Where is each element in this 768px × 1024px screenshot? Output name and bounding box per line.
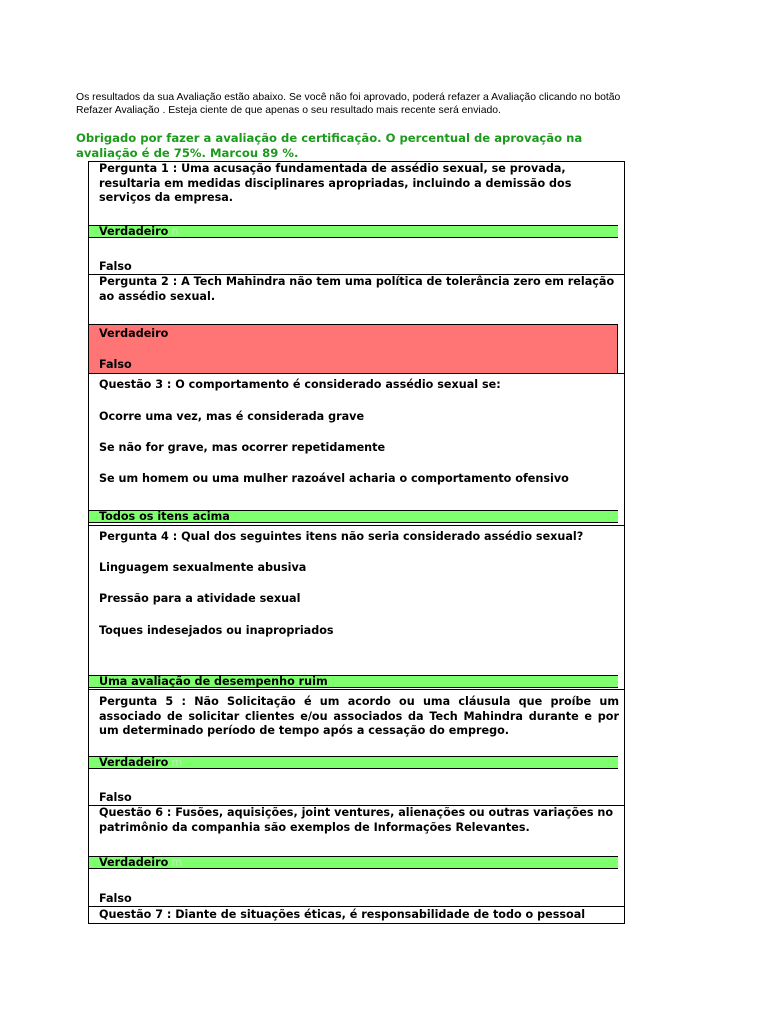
option-label: Verdadeiro m xyxy=(99,856,183,869)
question-1 xyxy=(88,161,625,275)
question-6 xyxy=(88,805,625,907)
question-4 xyxy=(88,525,625,690)
option-label: Verdadeiro m xyxy=(99,756,183,769)
intro-text: Os resultados da sua Avaliação estão abaixo. Se você não foi aprovado, poderá refazer a Avaliação clicando no botão Refazer Avaliação . Esteja ciente de que apenas o seu resultado mais recente será enviado. xyxy=(76,92,621,116)
option-label: Verdadeiro xyxy=(99,327,169,340)
option-label: Falso xyxy=(99,260,132,273)
option-label: Toques indesejados ou inapropriados xyxy=(99,624,334,637)
question-2 xyxy=(88,274,625,374)
answer-wrong xyxy=(89,324,618,374)
question-text: Pergunta 5 : Não Solicitação é um acordo ou uma cláusula que proíbe um associado de solicitar clientes e/ou associados da Tech Mahindra durante e por um determinado período de tempo após a cessação do emprego. xyxy=(99,695,619,737)
option-label: Se um homem ou uma mulher razoável acharia o comportamento ofensivo xyxy=(99,472,569,485)
option-label: Falso xyxy=(99,358,132,371)
option-label: Falso xyxy=(99,791,132,804)
question-text: Pergunta 2 : A Tech Mahindra não tem uma política de tolerância zero em relação ao assédio sexual. xyxy=(99,275,615,303)
question-5 xyxy=(88,689,625,806)
answer-correct xyxy=(89,675,618,688)
question-text: Questão 7 : Diante de situações éticas, é responsabilidade de todo o pessoal xyxy=(99,908,586,921)
answer-correct xyxy=(89,856,618,869)
option-label: Pressão para a atividade sexual xyxy=(99,592,301,605)
question-3 xyxy=(88,373,625,526)
option-label: Uma avaliação de desempenho ruim xyxy=(99,675,328,688)
answer-correct xyxy=(89,756,618,769)
question-text: Questão 3 : O comportamento é considerado assédio sexual se: xyxy=(99,378,501,391)
answer-correct xyxy=(89,225,618,238)
option-label: Ocorre uma vez, mas é considerada grave xyxy=(99,410,365,423)
question-text: Pergunta 1 : Uma acusação fundamentada de assédio sexual, se provada, resultaria em medidas disciplinares apropriadas, incluindo a demissão dos serviços da empresa. xyxy=(99,162,572,204)
answer-correct xyxy=(89,510,618,523)
option-label: Se não for grave, mas ocorrer repetidamente xyxy=(99,441,386,454)
question-text: Pergunta 4 : Qual dos seguintes itens não seria considerado assédio sexual? xyxy=(99,530,584,543)
question-7 xyxy=(88,906,625,924)
option-label: Verdadeiro n xyxy=(99,225,179,238)
option-label: Todos os itens acima xyxy=(99,510,230,523)
pass-message: Obrigado por fazer a avaliação de certificação. O percentual de aprovação na avaliação é de 75%. Marcou 89 %. xyxy=(76,131,583,160)
option-label: Falso xyxy=(99,892,132,905)
option-label: Linguagem sexualmente abusiva xyxy=(99,561,307,574)
question-text: Questão 6 : Fusões, aquisições, joint ventures, alienações ou outras variações no patrimônio da companhia são exemplos de Informações Relevantes. xyxy=(99,806,614,834)
